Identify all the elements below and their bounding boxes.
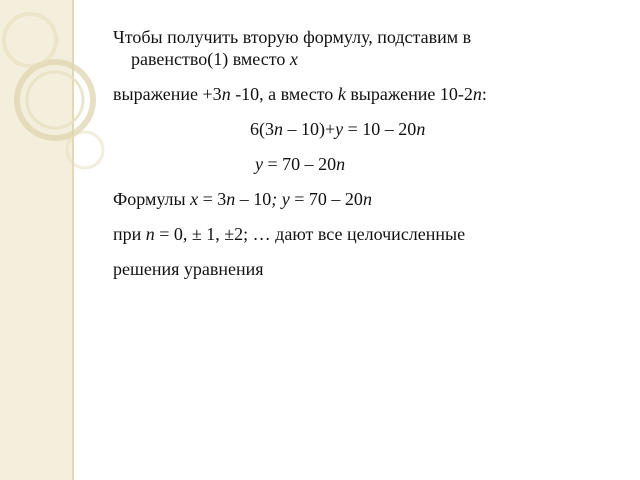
text-line-last	[113, 258, 613, 280]
text-segment: равенство(1) вместо	[131, 49, 290, 69]
var-n: n	[336, 154, 346, 174]
text-line-formulas	[113, 188, 613, 210]
var-x: x	[190, 189, 199, 209]
equation-line-2	[113, 153, 613, 175]
text-segment: Формулы	[113, 189, 191, 209]
text-segment: выражение 10-2	[345, 84, 473, 104]
text-segment: выражение +3	[113, 84, 222, 104]
var-y: y	[335, 119, 344, 139]
text-segment: решения уравнения	[113, 259, 264, 279]
text-line-1	[113, 26, 613, 48]
var-n: n	[226, 189, 236, 209]
text-segment: – 10	[235, 189, 272, 209]
slide-text	[113, 26, 613, 280]
var-n: n	[221, 84, 231, 104]
text-segment: -10, а вместо	[230, 84, 338, 104]
var-k: k	[337, 84, 346, 104]
var-n: n	[362, 189, 372, 209]
text-segment: Чтобы получить вторую формулу, подставим в	[113, 27, 472, 47]
text-segment: при	[113, 224, 146, 244]
var-n: n	[416, 119, 426, 139]
text-segment: = 70 – 20	[289, 189, 363, 209]
var-y: y	[255, 154, 263, 174]
var-y: y	[281, 189, 290, 209]
text-line-3	[113, 83, 613, 105]
text-segment: = 0, ± 1, ±2; … дают все целочисленные	[154, 224, 466, 244]
var-n: n	[274, 119, 283, 139]
text-segment: :	[481, 84, 487, 104]
text-line-2	[113, 48, 613, 70]
var-n: n	[472, 84, 482, 104]
text-segment: 6(3	[250, 119, 274, 139]
var-n: n	[145, 224, 155, 244]
text-segment: ;	[271, 189, 282, 209]
text-line-conditions	[113, 223, 613, 245]
var-x: x	[289, 49, 298, 69]
text-segment: = 70 – 20	[263, 154, 337, 174]
text-segment: – 10)+	[283, 119, 336, 139]
equation-line-1	[113, 118, 613, 140]
text-segment: = 3	[198, 189, 227, 209]
text-segment: = 10 – 20	[343, 119, 417, 139]
